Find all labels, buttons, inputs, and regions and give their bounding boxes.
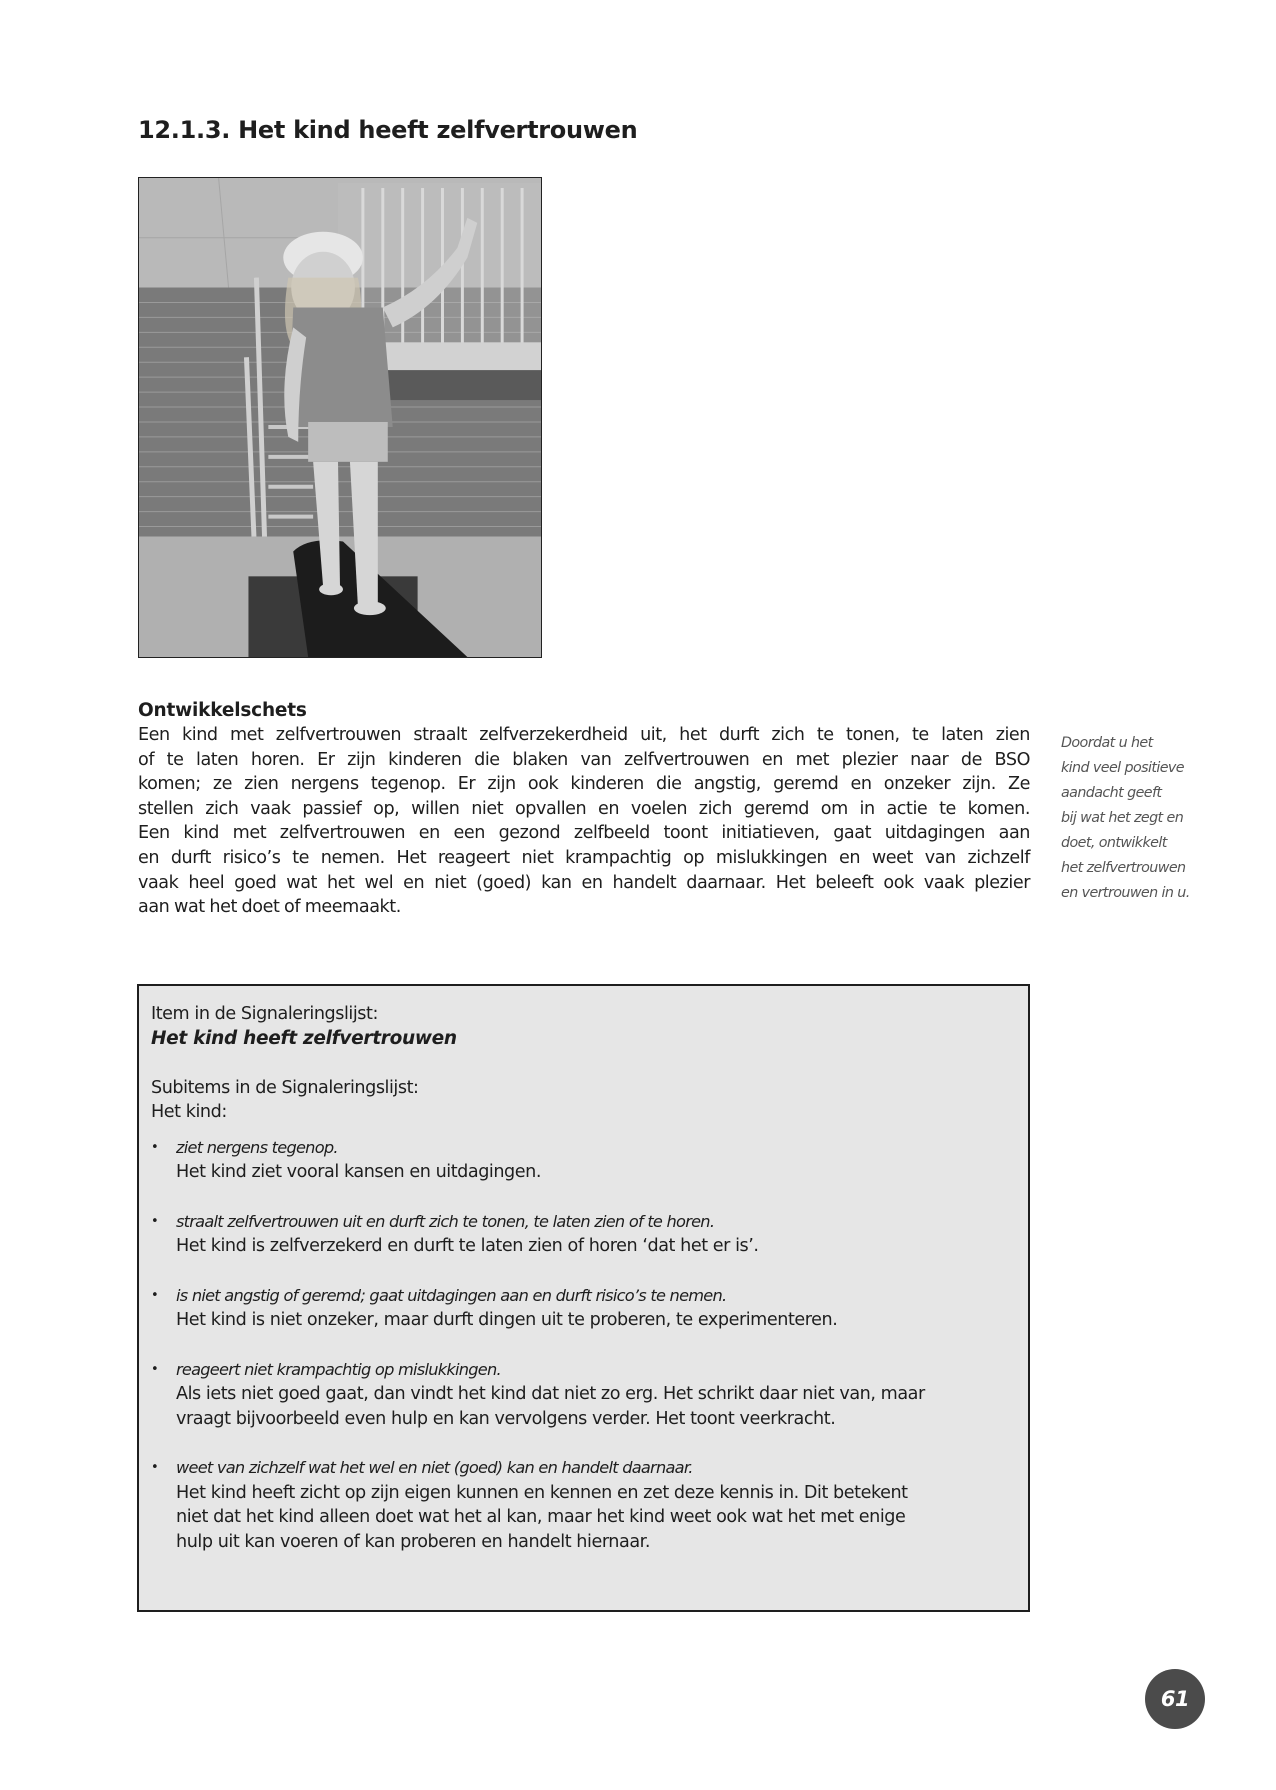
- subitem-list: [151, 1136, 1016, 1555]
- description-line: niet dat het kind alleen doet wat het al kan, maar het kind weet ook wat het met enige: [176, 1507, 906, 1527]
- subitem-description: [176, 1234, 1016, 1259]
- margin-note-line: kind veel positieve: [1061, 760, 1184, 776]
- margin-note-line: en vertrouwen in u.: [1061, 885, 1190, 901]
- margin-note-line: Doordat u het: [1061, 735, 1153, 751]
- body-line: vaak heel goed wat het wel en niet (goed) kan en handelt daarnaar. Het beleeft ook vaak plezier: [138, 872, 1030, 893]
- subitem-description: [176, 1382, 1016, 1431]
- body-line: en durft risico’s te nemen. Het reageert niet krampachtig op mislukkingen en weet van zichzelf: [138, 847, 1030, 868]
- subitem-text: reageert niet krampachtig op mislukkingen.: [176, 1359, 501, 1379]
- description-line: Het kind heeft zicht op zijn eigen kunnen en kennen en zet deze kennis in. Dit betekent: [176, 1482, 908, 1503]
- description-line: Het kind is zelfverzekerd en durft te laten zien of horen ‘dat het er is’.: [176, 1236, 759, 1256]
- description-line: Als iets niet goed gaat, dan vindt het kind dat niet zo erg. Het schrikt daar niet van, maar: [176, 1384, 925, 1404]
- subitem-description: [176, 1481, 1016, 1555]
- list-item: [151, 1210, 1016, 1259]
- body-line: komen; ze zien nergens tegenop. Er zijn ook kinderen die angstig, geremd en onzeker zijn. Ze: [138, 774, 1030, 795]
- subject-label: Het kind:: [151, 1102, 227, 1122]
- subitem-text: weet van zichzelf wat het wel en niet (goed) kan en handelt daarnaar.: [176, 1458, 693, 1477]
- photo-illustration: [139, 178, 541, 657]
- margin-note-line: het zelfvertrouwen: [1061, 860, 1186, 876]
- bullet-icon: •: [151, 1460, 159, 1475]
- item-title: Het kind heeft zelfvertrouwen: [151, 1027, 457, 1049]
- body-line: stellen zich vaak passief op, willen niet opvallen en voelen zich geremd om in actie te komen.: [138, 798, 1030, 819]
- list-item: [151, 1456, 1016, 1554]
- margin-note-line: doet, ontwikkelt: [1061, 835, 1167, 851]
- page-number-badge: 61: [1145, 1669, 1205, 1729]
- subitem-description: [176, 1160, 1016, 1185]
- bullet-icon: •: [151, 1287, 159, 1303]
- description-line: hulp uit kan voeren of kan proberen en handelt hiernaar.: [176, 1531, 650, 1552]
- body-line: of te laten horen. Er zijn kinderen die blaken van zelfvertrouwen en met plezier naar de BSO: [138, 749, 1030, 770]
- bullet-icon: •: [151, 1361, 159, 1377]
- page-title: 12.1.3. Het kind heeft zelfvertrouwen: [138, 116, 638, 144]
- description-line: Het kind is niet onzeker, maar durft dingen uit te proberen, te experimenteren.: [176, 1310, 838, 1330]
- margin-note-line: bij wat het zegt en: [1061, 810, 1184, 826]
- list-item: [151, 1358, 1016, 1432]
- list-item: [151, 1284, 1016, 1333]
- bullet-icon: •: [151, 1139, 159, 1155]
- margin-note-line: aandacht geeft: [1061, 785, 1162, 801]
- signaleringslijst-box: [137, 984, 1030, 1612]
- bullet-icon: •: [151, 1213, 159, 1229]
- body-line: aan wat het doet of meemaakt.: [138, 897, 401, 918]
- subitems-label: Subitems in de Signaleringslijst:: [151, 1077, 419, 1098]
- section-heading: Ontwikkelschets: [138, 700, 307, 721]
- description-line: vraagt bijvoorbeeld even hulp en kan vervolgens verder. Het toont veerkracht.: [176, 1408, 836, 1429]
- body-line: Een kind met zelfvertrouwen straalt zelfverzekerdheid uit, het durft zich te tonen, te laten zien: [138, 725, 1030, 745]
- subitem-text: is niet angstig of geremd; gaat uitdagingen aan en durft risico’s te nemen.: [176, 1285, 727, 1305]
- photo-girl-balancing-on-beam: [138, 177, 542, 658]
- subitem-text: ziet nergens tegenop.: [176, 1137, 338, 1157]
- margin-note: [1061, 731, 1221, 906]
- item-label: Item in de Signaleringslijst:: [151, 1004, 378, 1024]
- list-item: [151, 1136, 1016, 1185]
- description-line: Het kind ziet vooral kansen en uitdagingen.: [176, 1162, 541, 1182]
- subitem-description: [176, 1308, 1016, 1333]
- spacer: [151, 1051, 1016, 1076]
- body-paragraph: [138, 723, 1030, 920]
- body-line: Een kind met zelfvertrouwen en een gezond zelfbeeld toont initiatieven, gaat uitdagingen aan: [138, 823, 1030, 844]
- subitem-text: straalt zelfvertrouwen uit en durft zich te tonen, te laten zien of te horen.: [176, 1211, 715, 1231]
